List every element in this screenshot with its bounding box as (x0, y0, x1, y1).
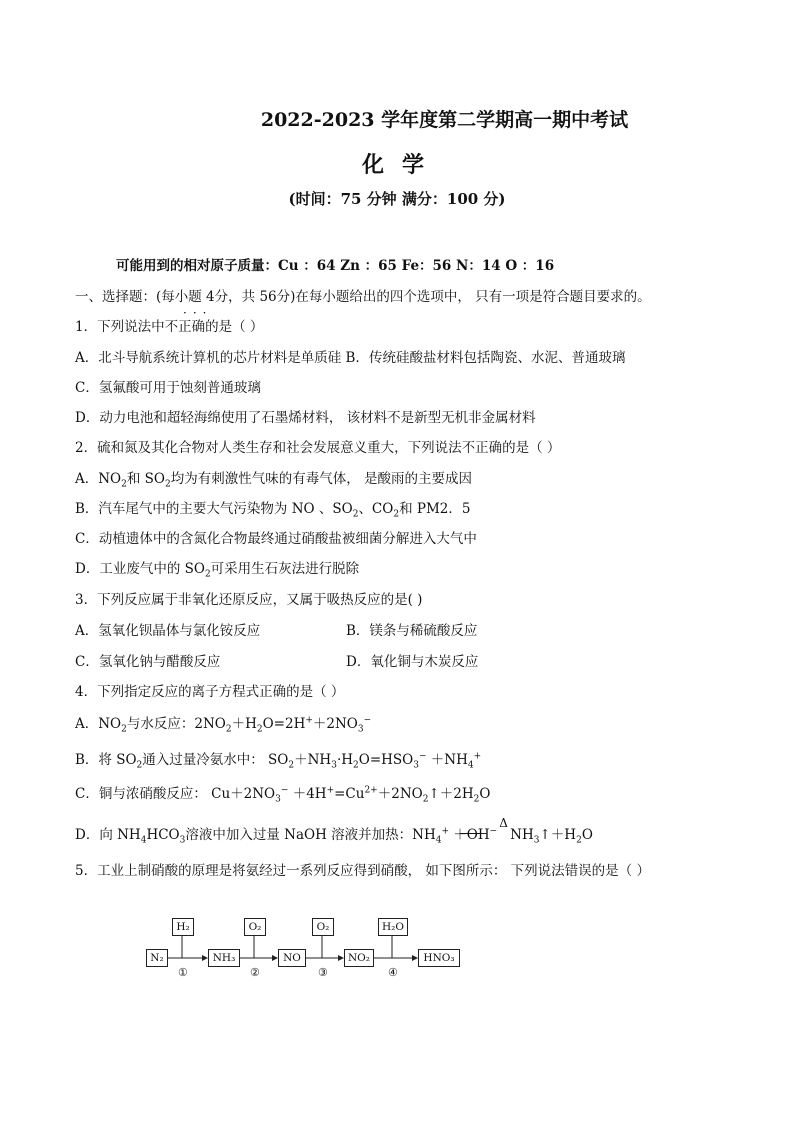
subject-title: 化学 (361, 152, 442, 178)
emphasis-dots: ··· (183, 306, 213, 320)
o2-box-1: O₂ (244, 918, 266, 936)
nh3-box: NH₃ (208, 949, 240, 967)
o2-box-2: O₂ (312, 918, 334, 936)
section-heading: 一、选择题：(每小题 4分，共 56分)在每小题给出的四个选项中， 只有一项是符合题目要求的。 (75, 289, 651, 305)
q2-stem: 2．硫和氮及其化合物对人类生存和社会发展意义重大，下列说法不正确的是（ ） (75, 440, 561, 456)
q4-stem: 4．下列指定反应的离子方程式正确的是（ ） (75, 684, 345, 700)
q1-option-d: D．动力电池和超轻海绵使用了石墨烯材料， 该材料不是新型无机非金属材料 (75, 410, 536, 426)
exam-title: 2022-2023 学年度第二学期高一期中考试 (260, 109, 629, 131)
q3-option-d: D．氧化铜与木炭反应 (346, 654, 479, 670)
q3-option-a: A．氢氧化钡晶体与氯化铵反应 (75, 623, 261, 639)
q3-stem: 3．下列反应属于非氧化还原反应，又属于吸热反应的是( ) (75, 592, 423, 608)
nitric-acid-process-diagram (140, 910, 480, 980)
time-info: (时间：75 分钟 满分：100 分) (288, 190, 506, 208)
q3-option-c: C．氢氧化钠与醋酸反应 (75, 654, 221, 670)
q4-option-b: B．将 $SO_2$通入过量冷氨水中： $SO_2+NH_3\cdot H_2O=HSO_3^- +NH_4^+$ (75, 751, 482, 771)
delta-symbol: Δ (499, 816, 508, 830)
q5-stem: 5．工业上制硝酸的原理是将氨经过一系列反应得到硝酸， 如下图所示： 下列说法错误的是（ ） (75, 863, 650, 879)
heat-arrow-line (460, 833, 482, 834)
no-box: NO (278, 949, 306, 967)
q1-option-c: C．氢氟酸可用于蚀刻普通玻璃 (75, 380, 261, 396)
step-3-label: ③ (318, 966, 328, 979)
q2-option-b: B．汽车尾气中的主要大气污染物为 NO 、$SO_2$、$CO_2$和 PM2．5 (75, 501, 471, 520)
q4-option-c: C．铜与浓硝酸反应： $Cu+2NO_3^-$ $+4H^+=Cu^{2+}+2NO_2↑+2H_2O$ (75, 785, 491, 805)
n2-box: N₂ (146, 949, 168, 967)
atomic-mass-line: 可能用到的相对原子质量：Cu ：64 Zn ：65 Fe：56 N：14 O ：16 (116, 258, 555, 274)
q1-stem: 1．下列说法中不正确的是（ ） (75, 319, 264, 335)
no2-box: NO₂ (344, 949, 374, 967)
h2-box: H₂ (172, 918, 194, 936)
hno3-box: HNO₃ (418, 949, 460, 967)
step-4-label: ④ (388, 966, 398, 979)
q1-option-a-b: A．北斗导航系统计算机的芯片材料是单质硅 B．传统硅酸盐材料包括陶瓷、水泥、普通玻璃 (75, 350, 626, 366)
q4-option-d: D．向 $NH_4HCO_3$溶液中加入过量 NaOH 溶液并加热：$NH_4^+ +OH^-\Delta$ $NH_3↑+H_2O$ (75, 816, 593, 846)
h2o-box: H₂O (378, 918, 408, 936)
q3-option-b: B．镁条与稀硫酸反应 (346, 623, 478, 639)
step-2-label: ② (250, 966, 260, 979)
q2-option-d: D．工业废气中的 $SO_2$可采用生石灰法进行脱除 (75, 561, 360, 580)
q4-option-a: A．$NO_2$与水反应：$2NO_2+H_2O=2H^++2NO_3^-$ (75, 715, 372, 735)
step-1-label: ① (178, 966, 188, 979)
q2-option-a: A．$NO_2$和 $SO_2$均为有刺激性气味的有毒气体， 是酸雨的主要成因 (75, 471, 473, 490)
q2-option-c: C．动植遗体中的含氮化合物最终通过硝酸盐被细菌分解进入大气中 (75, 531, 477, 547)
